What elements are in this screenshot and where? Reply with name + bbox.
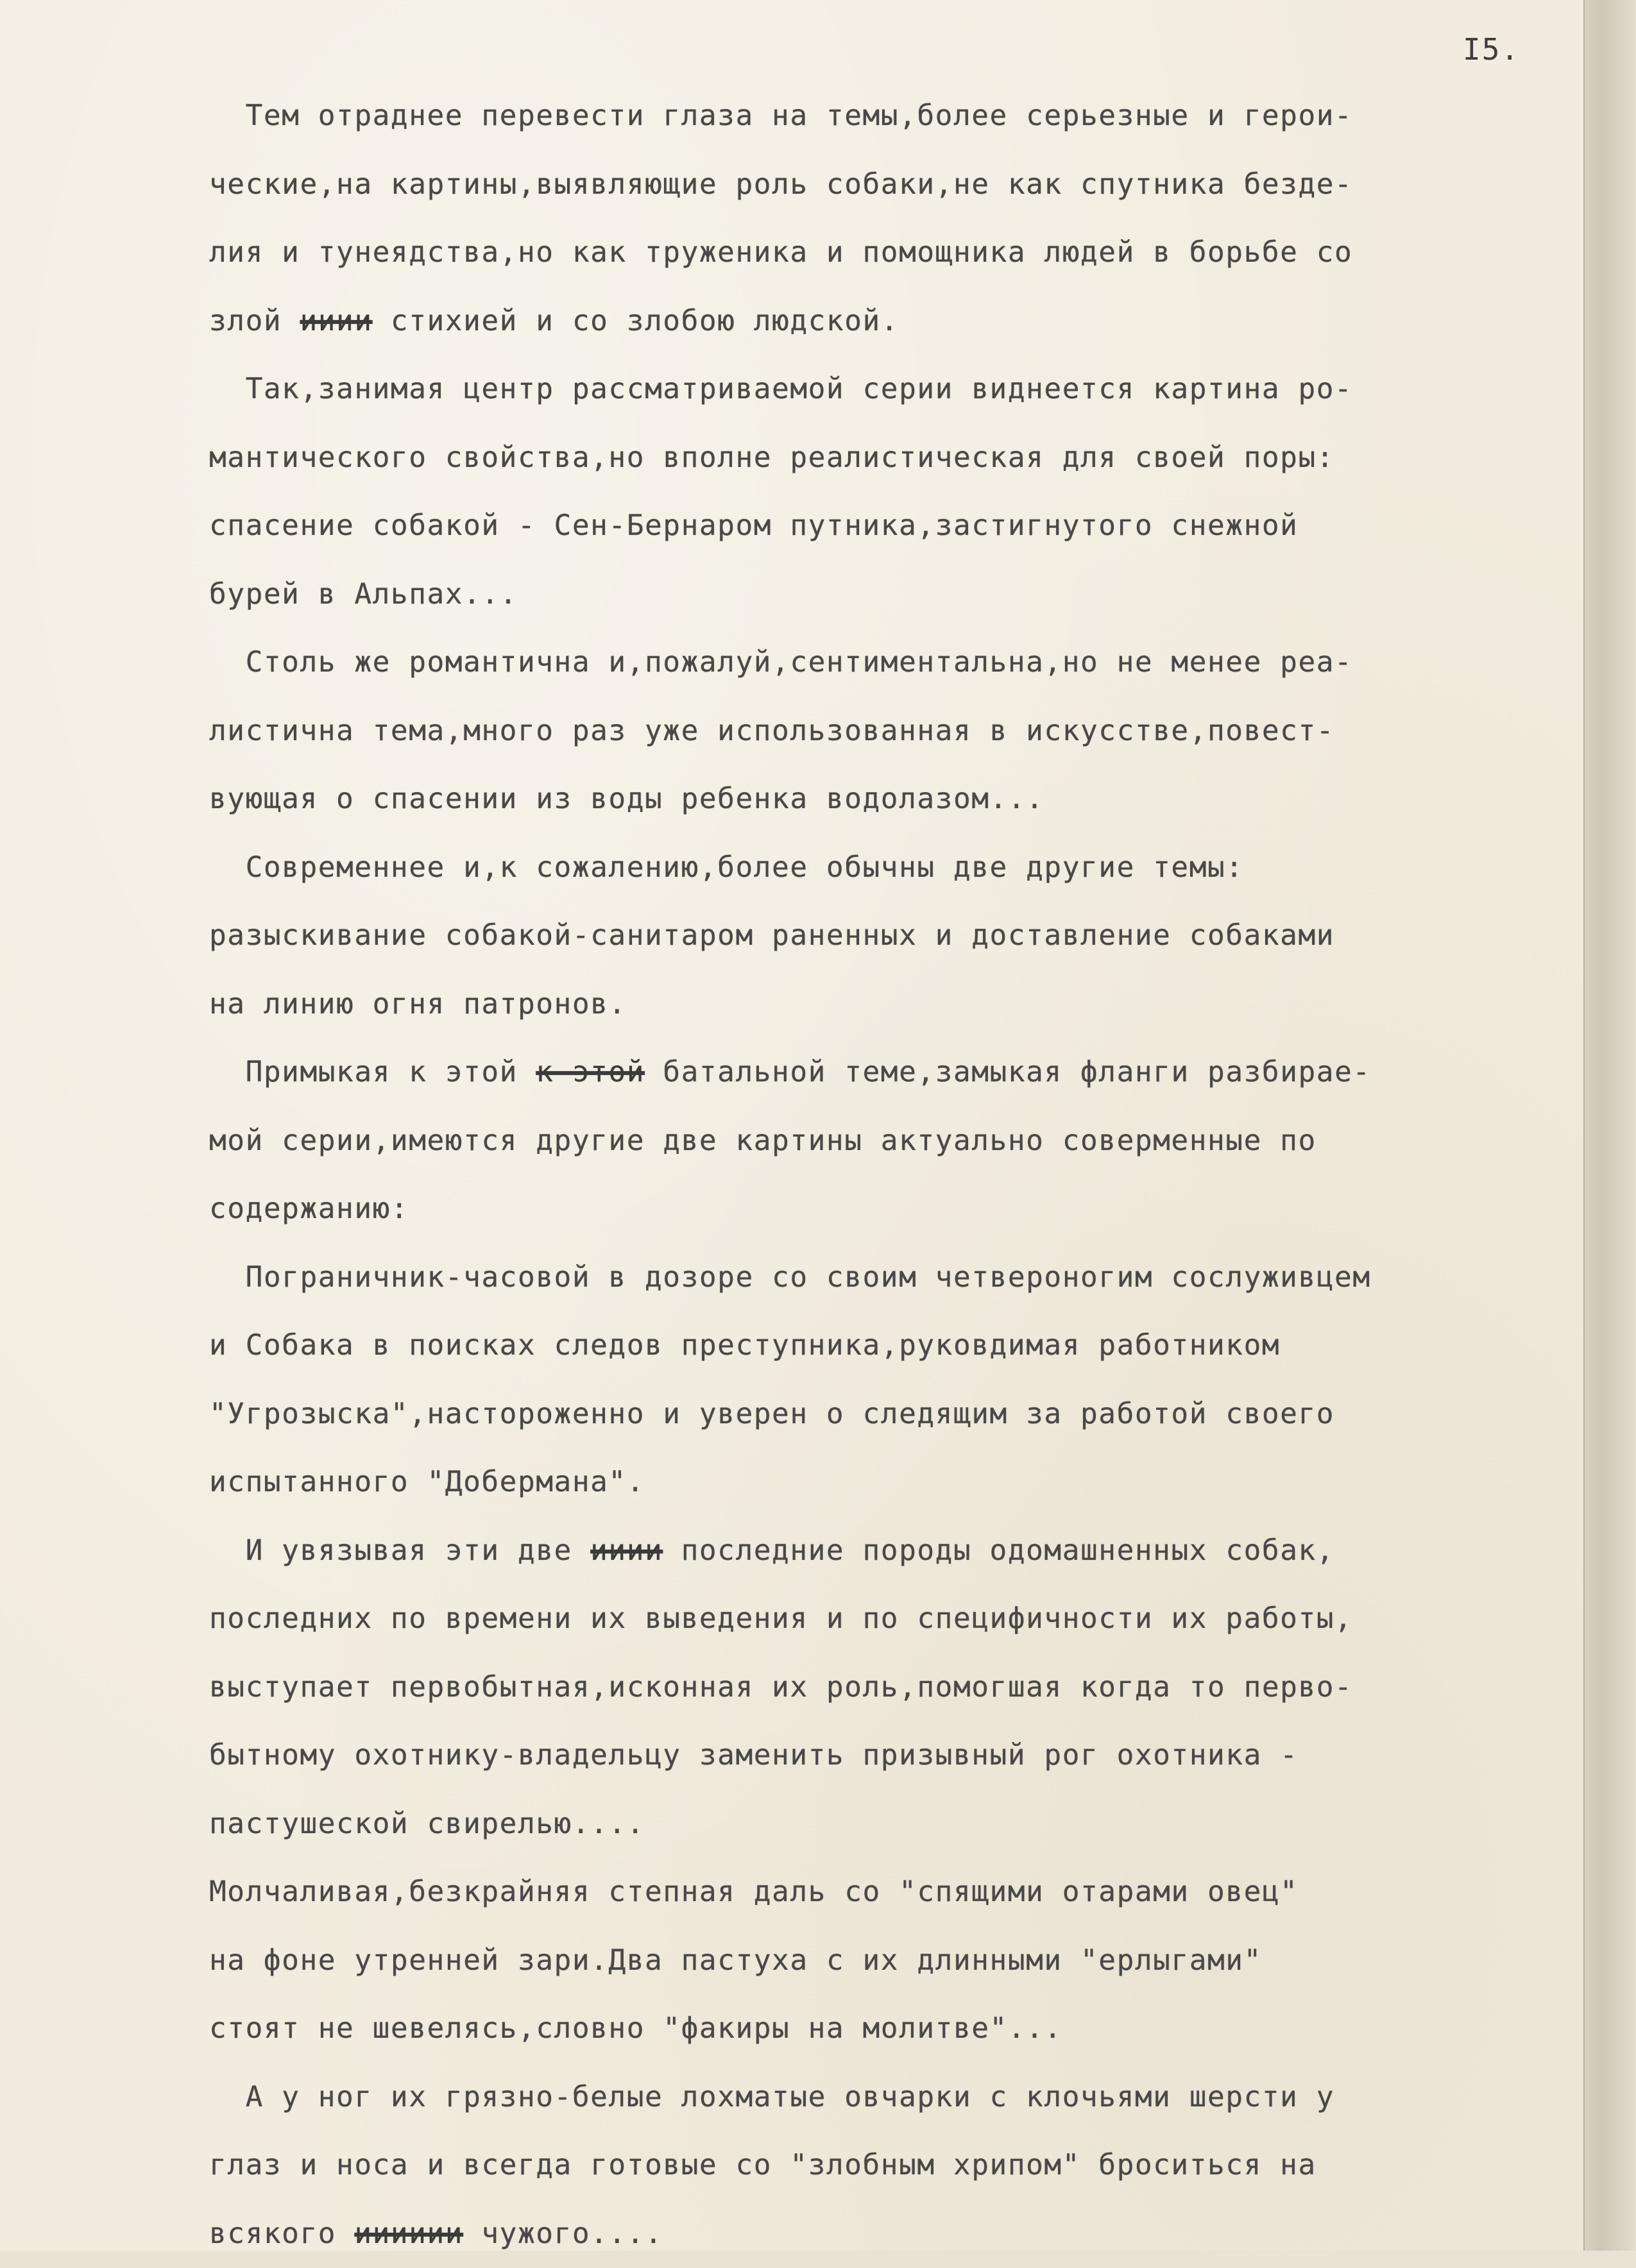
line-text: пастушеской свирелью.... [209,1807,645,1840]
text-line [209,1927,1582,1995]
text-line [209,1244,1582,1312]
line-text: лия и тунеядства,но как труженика и помощника людей в борьбе со [209,236,1352,269]
text-line [209,82,1582,151]
line-text: "Угрозыска",настороженно и уверен о следящим за работой своего [209,1398,1334,1430]
text-line [209,1722,1582,1790]
line-text-continued: батальной теме,замыкая фланги разбирае- [645,1056,1371,1088]
line-text: бытному охотнику-владельцу заменить призывный рог охотника - [209,1739,1298,1772]
line-text: ческие,на картины,выявляющие роль собаки,не как спутника безде- [209,168,1352,201]
text-line [209,2063,1582,2132]
line-text-continued: стихией и со злобою людской. [373,305,899,337]
text-line [209,1790,1582,1859]
text-line [209,355,1582,424]
text-line [209,1107,1582,1176]
line-text: мантического свойства,но вполне реалистическая для своей поры: [209,441,1334,474]
line-text: Столь же романтична и,пожалуй,сентиментальна,но не менее реа- [209,646,1352,679]
text-line [209,1380,1582,1449]
typewritten-text [209,82,1582,2268]
line-text: злой [209,305,300,337]
line-text: И увязывая эти две [209,1534,590,1567]
line-text-continued: чужого.... [463,2217,663,2250]
struck-out-word: ииииии [354,2217,463,2250]
line-text: бурей в Альпах... [209,578,518,611]
line-text: Тем отраднее перевести глаза на темы,более серьезные и герои- [209,99,1352,132]
text-line [209,561,1582,629]
line-text: глаз и носа и всегда готовые со "злобным хрипом" броситься на [209,2149,1316,2181]
line-text: Пограничник-часовой в дозоре со своим четвероногим сослуживцем [209,1261,1371,1294]
text-line [209,151,1582,219]
text-line [209,2131,1582,2200]
text-line [209,2200,1582,2268]
page-number: I5. [1463,32,1520,67]
line-text: на линию огня патронов. [209,988,627,1020]
text-line [209,834,1582,902]
line-text: Примыкая к этой [209,1056,536,1088]
text-line [209,1858,1582,1927]
text-line [209,1175,1582,1244]
line-text: А у ног их грязно-белые лохматые овчарки с клочьями шерсти у [209,2081,1334,2113]
text-line [209,629,1582,697]
line-text: содержанию: [209,1192,409,1225]
line-text: на фоне утренней зари.Два пастуха с их длинными "ерлыгами" [209,1944,1262,1977]
struck-out-word: ииии [590,1534,663,1567]
text-line [209,1448,1582,1517]
line-text: выступает первобытная,исконная их роль,помогшая когда то перво- [209,1671,1352,1704]
line-text: спасение собакой - Сен-Бернаром путника,застигнутого снежной [209,509,1298,542]
line-text: и Собака в поисках следов преступника,руковдимая работником [209,1329,1280,1362]
text-line [209,1995,1582,2063]
line-text: вующая о спасении из воды ребенка водолазом... [209,783,1044,815]
text-line [209,1038,1582,1107]
line-text: Современнее и,к сожалению,более обычны две другие темы: [209,851,1244,884]
text-line [209,902,1582,970]
line-text: испытанного "Добермана". [209,1466,645,1498]
line-text: Так,занимая центр рассматриваемой серии виднеется картина ро- [209,373,1352,405]
line-text: всякого [209,2217,354,2250]
line-text: листична тема,много раз уже использованная в искусстве,повест- [209,715,1334,747]
text-line [209,1654,1582,1722]
text-line [209,219,1582,287]
struck-out-word: к этой [536,1056,645,1088]
line-text: стоят не шевелясь,словно "факиры на молитве"... [209,2012,1062,2045]
text-line [209,1517,1582,1586]
line-text: мой серии,имеются другие две картины актуально соверменные по [209,1124,1316,1157]
text-line [209,970,1582,1039]
text-line [209,287,1582,356]
text-line [209,492,1582,561]
text-line [209,1312,1582,1380]
line-text: разыскивание собакой-санитаром раненных и доставление собаками [209,919,1334,952]
struck-out-word: ииии [300,305,372,337]
text-line [209,424,1582,493]
line-text-continued: последние породы одомашненных собак, [663,1534,1334,1567]
text-line [209,1585,1582,1654]
page-edge-shadow [1585,0,1636,2251]
line-text: Молчаливая,безкрайняя степная даль со "спящими отарами овец" [209,1875,1298,1908]
text-line [209,697,1582,766]
text-line [209,765,1582,834]
line-text: последних по времени их выведения и по специфичности их работы, [209,1602,1352,1635]
